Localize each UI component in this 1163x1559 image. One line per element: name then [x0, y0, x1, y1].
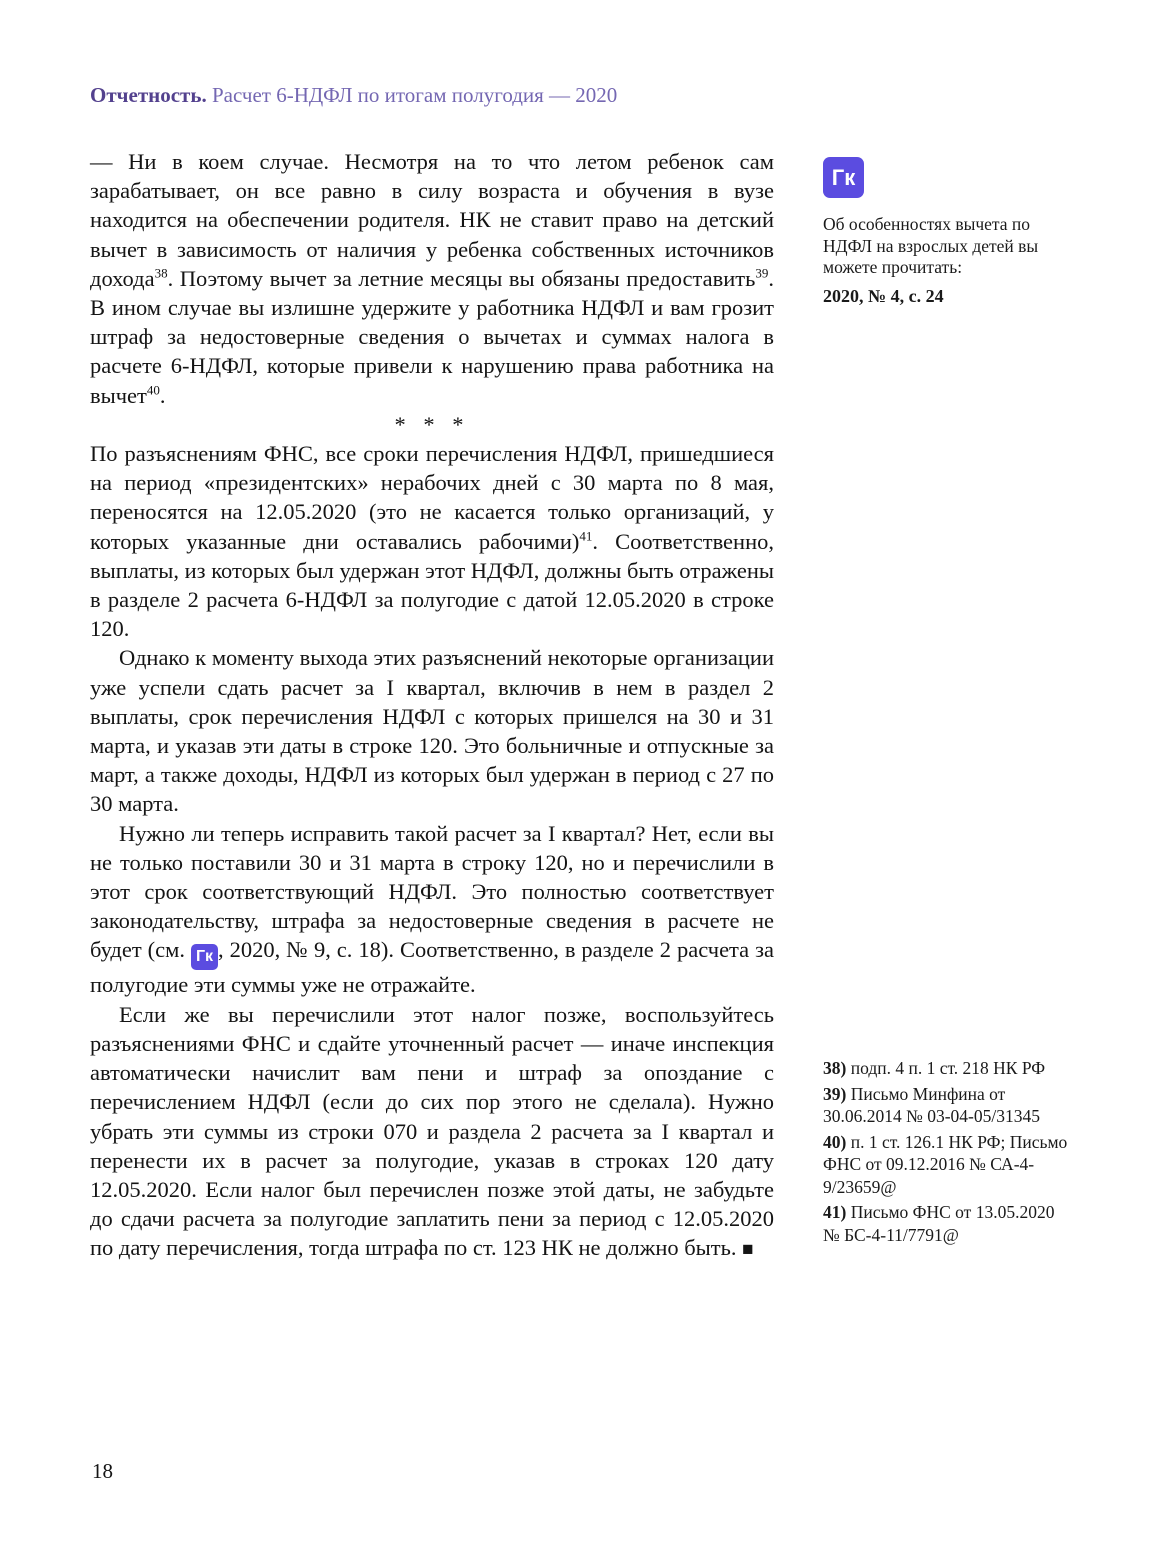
section-rubric: Отчетность.: [90, 83, 207, 107]
footnote-40: [823, 1131, 1073, 1199]
footnote-ref-41: 41: [579, 528, 593, 544]
footnote-ref-40: 40: [146, 382, 160, 398]
gk-magazine-icon: Гк: [823, 157, 864, 198]
end-of-article-marker: ■: [742, 1239, 754, 1261]
sidebar-note-reference: 2020, № 4, с. 24: [823, 285, 944, 306]
paragraph-text: По разъяснениям ФНС, все сроки перечисления НДФЛ, пришедшиеся на период «президентских» нерабочих дней с 30 марта по 8 мая, переносятся на 12.05.2020 (это не касается только организаций, у которых указанные дни оставались рабочими): [90, 441, 774, 554]
footnote-number: 38): [823, 1058, 847, 1078]
paragraph-q1-reports: Однако к моменту выхода этих разъяснений некоторые организации уже успели сдать расчет за I квартал, включив в нем в раздел 2 выплаты, срок перечисления НДФЛ с которых пришелся на 30 и 31 марта, и указав эти даты в строке 120. Это больничные и отпускные за март, а также доходы, НДФЛ из которых был удержан в период с 27 по 30 марта.: [90, 645, 774, 817]
footnote-ref-38: 38: [154, 265, 168, 281]
section-separator: * * *: [394, 411, 470, 437]
paragraph-fns-deadlines: [90, 439, 774, 643]
paragraph-answer: [90, 147, 774, 410]
footnote-39: [823, 1083, 1073, 1128]
footnote-38: [823, 1057, 1073, 1080]
sidebar-note-block: [823, 157, 1059, 307]
paragraph-no-correction-needed: [90, 819, 774, 1000]
sidebar-note-text: Об особенностях вычета по НДФЛ на взрослых детей вы можете прочитать:: [823, 214, 1039, 277]
footnote-text: Письмо ФНС от 13.05.2020 № БС-4-11/7791@: [823, 1202, 1055, 1245]
paragraph-text: — Ни в коем случае. Несмотря на то что летом ребенок сам зарабатывает, он все равно в силу возраста и обучения в вузе находится на обеспечении родителя. НК не ставит право на детский вычет в зависимость от наличия у ребенка собственных источников дохода: [90, 149, 774, 291]
paragraph-text: .: [159, 382, 166, 408]
paragraph-late-payment: [90, 1000, 774, 1265]
paragraph-text: Нужно ли теперь исправить такой расчет за I квартал? Нет, если вы не только поставили 30 и 31 марта в строку 120, но и перечислили в этот срок соответствующий НДФЛ. Это полностью соответствует законодательству, штрафа за недостоверные сведения в расчете не будет (см.: [90, 820, 774, 963]
footnote-ref-39: 39: [755, 265, 769, 281]
paragraph-text: . Соответственно, выплаты, из которых был удержан этот НДФЛ, должны быть отражены в разделе 2 расчета 6-НДФЛ за полугодие с датой 12.05.2020 в строке 120.: [90, 528, 775, 642]
gk-magazine-icon: Гк: [191, 944, 218, 970]
page-number: 18: [92, 1459, 113, 1483]
footnote-text: Письмо Минфина от 30.06.2014 № 03-04-05/31345: [823, 1083, 1040, 1126]
footnote-text: п. 1 ст. 126.1 НК РФ; Письмо ФНС от 09.12.2016 № СА-4-9/23659@: [823, 1131, 1068, 1197]
page-header: [90, 83, 790, 107]
article-body: [90, 147, 774, 1265]
paragraph-text: Если же вы перечислили этот налог позже, воспользуйтесь разъяснениями ФНС и сдайте уточненный расчет — иначе инспекция автоматически начислит вам пени и штраф за опоздание с перечислением НДФЛ (если до сих пор этого не сделала). Нужно убрать эти суммы из строки 070 и раздела 2 расчета за I квартал и перенести их в расчет за полугодие, указав в строках 120 дату 12.05.2020. Если налог был перечислен позже этой даты, не забудьте до сдачи расчета за полугодие заплатить пени за период с 12.05.2020 по дату перечисления, тогда штрафа по ст. 123 НК не должно быть.: [90, 1001, 774, 1261]
footnote-text: подп. 4 п. 1 ст. 218 НК РФ: [850, 1058, 1046, 1078]
footnote-number: 41): [823, 1202, 847, 1222]
paragraph-text: , 2020, № 9, с. 18). Соответственно, в разделе 2 расчета за полугодие эти суммы уже не отражайте.: [90, 937, 774, 998]
footnote-41: [823, 1201, 1073, 1246]
footnote-number: 39): [823, 1083, 847, 1104]
paragraph-text: . В ином случае вы излишне удержите у работника НДФЛ и вам грозит штраф за недостоверные сведения о вычетах и суммах налога в расчете 6-НДФЛ, которые привели к нарушению права работника на вычет: [90, 265, 774, 408]
footnotes-block: [823, 1057, 1073, 1249]
article-title: Расчет 6-НДФЛ по итогам полугодия — 2020: [211, 83, 618, 107]
footnote-number: 40): [823, 1131, 847, 1152]
paragraph-text: . Поэтому вычет за летние месяцы вы обязаны предоставить: [167, 265, 756, 291]
